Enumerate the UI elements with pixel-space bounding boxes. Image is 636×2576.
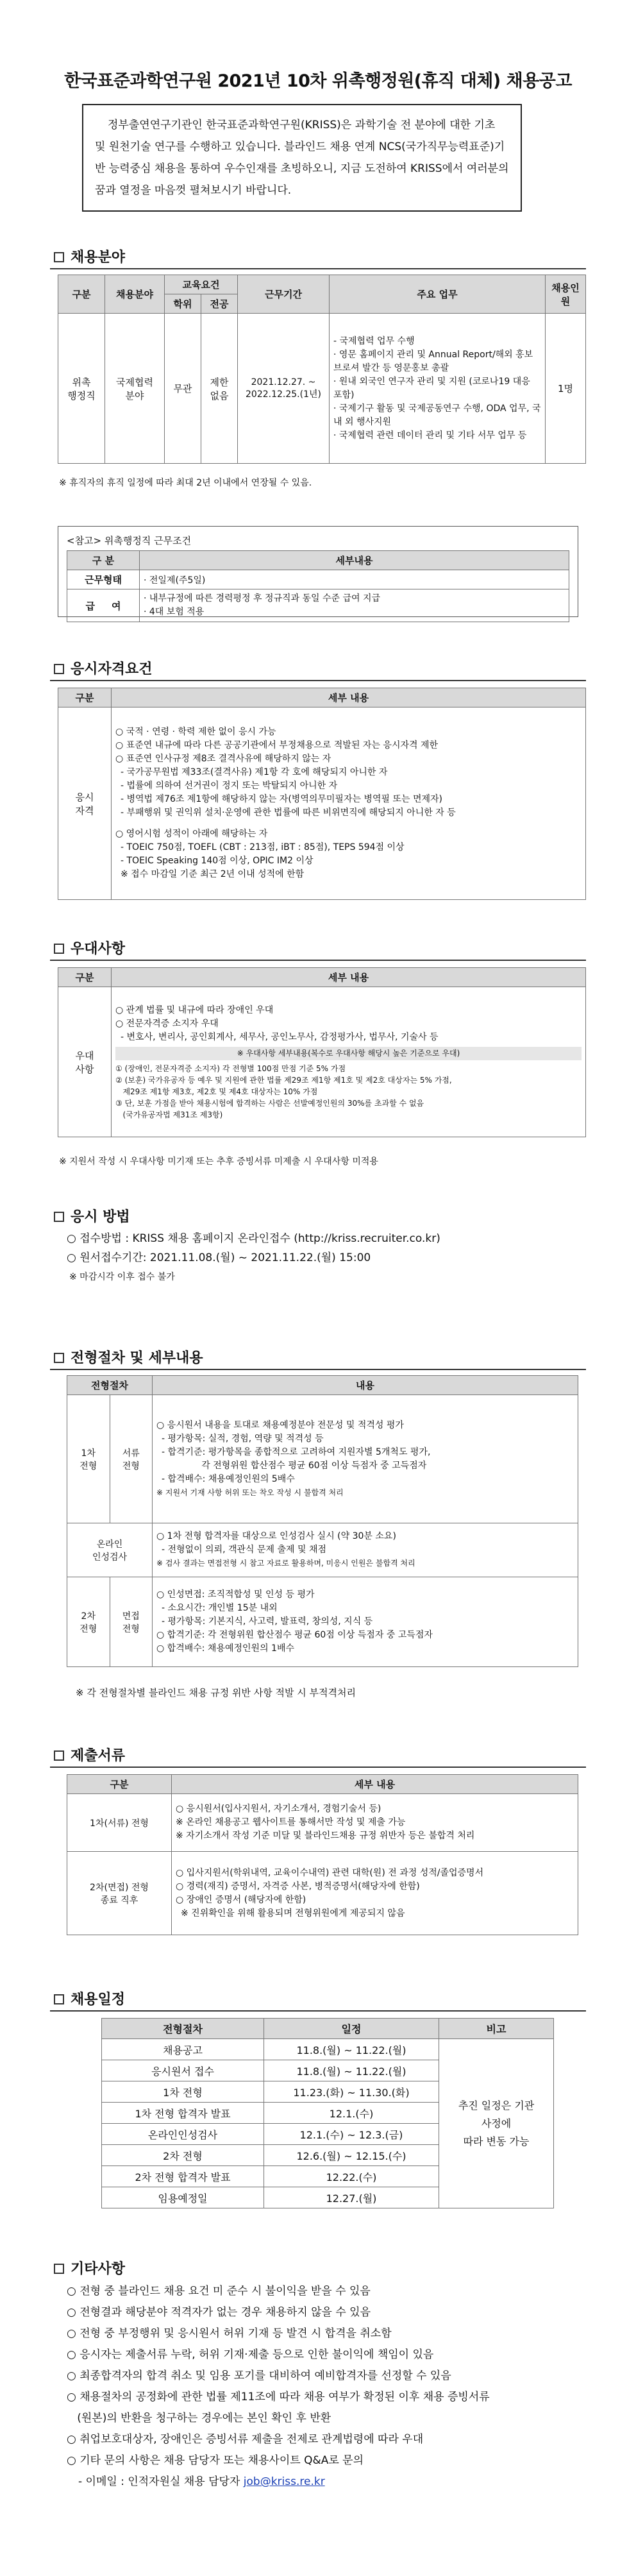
divider [50,1767,586,1768]
section-heading-qual: 응시자격요건 [54,658,153,678]
apply-lines: ○ 접수방법 : KRISS 채용 홈페이지 온라인접수 (http://kriss.recruiter.co.kr) ○ 원서접수기간: 2021.11.08.(월) ~ 2021.11.22.(월) 15:00 ※ 마감시각 이후 접수 불가 [67,1232,440,1282]
divider [50,680,586,681]
ref-table: 구 분 세부내용 근무형태 · 전일제(주5일) 급 여 · 내부규정에 따른 경력평정 후 정규직과 동일 수준 급여 지급 · 4대 보험 적용 [67,550,569,622]
divider [50,960,586,961]
divider [50,268,586,269]
pref-table: 구분 세부 내용 우대 사항 ○ 관계 법률 및 내규에 따라 장애인 우대 ○ 전문자격증 소지자 우대 - 변호사, 변리사, 공인회계사, 세무사, 공인노무사, 감정평가사, 법무사, 기술사 등 ※ 우대사항 세부내용(복수로 우대사항 해당시 높은 기준으로 우대) ① (장애인, 전문자격증 소지자) 각 전형별 100점 만점 기준 5% 가점 ② (보훈) 국가유공자 등 예우 및 지원에 관한 법률 제29조 제1항 제1호 및 제2호 대상자는 5% 가점, 제29조 제1항 제3호, 제2호 및 제4호 대상자는 10% 가점 ③ 단, 보훈 가점을 받아 채용시험에 합격하는 사람은 선발예정인원의 30%를 초과할 수 없음 (국가유공자법 제31조 제3항) [58,967,586,1137]
square-bullet-icon [54,1212,64,1222]
section-heading-process: 전형절차 및 세부내용 [54,1347,203,1367]
field-type: 위촉 행정직 [58,314,105,464]
pref-note: ※ 지원서 작성 시 우대사항 미기재 또는 추후 증빙서류 미제출 시 우대사항 미적용 [59,1157,378,1167]
contact-label: - 이메일 : 인적자원실 채용 담당자 [78,2475,240,2488]
square-bullet-icon [54,252,64,262]
qual-table: 구분 세부 내용 응시 자격 ○ 국적 · 연령 · 학력 제한 없이 응시 가능 ○ 표준연 내규에 따라 다른 공공기관에서 부정채용으로 적발된 자는 응시자격 제한 ○ 표준연 인사규정 제8조 결격사유에 해당하지 않는 자 - 국가공무원법 제33조(결격사유) 제1항 각 호에 해당되지 아니한 자 - 법률에 의하여 선거권이 정지 또는 박탈되지 아니한 자 - 병역법 제76조 제1항에 해당하지 않는 자(병역의무미필자는 병역필 또는 면제자) - 부패행위 및 권익위 설치·운영에 관한 법률에 따른 비위면직에 해당되지 아니한 자 등 ○ 영어시험 성적이 아래에 해당하는 자 - TOEIC 750점, TOEFL (CBT : 213점, iBT : 85점), TEPS 594점 이상 - TOEIC Speaking 140점 이상, OPIC IM2 이상 ※ 접수 마감일 기준 최근 2년 이내 성적에 한함 [58,688,586,900]
pref-shaded-note: ※ 우대사항 세부내용(복수로 우대사항 해당시 높은 기준으로 우대) [115,1047,582,1060]
ref-caption: <참고> 위촉행정직 근무조건 [67,535,192,547]
divider [50,1369,586,1370]
section-heading-pref: 우대사항 [54,938,125,958]
intro-box: 정부출연연구기관인 한국표준과학연구원(KRISS)은 과학기술 전 분야에 대한 기초 및 원천기술 연구를 수행하고 있습니다. 블라인드 채용 연계 NCS(국가직무능력표준)기반 능력중심 채용을 통하여 우수인재를 초빙하오니, 지금 도전하여 KRISS에서 여러분의 꿈과 열정을 마음껏 펼쳐보시기 바랍니다. [82,104,522,212]
email-link[interactable]: job@kriss.re.kr [243,2475,325,2488]
docs-table: 구분 세부 내용 1차(서류) 전형 ○ 응시원서(입사지원서, 자기소개서, 경험기술서 등) ※ 온라인 채용공고 웹사이트를 통해서만 작성 및 제출 가능 ※ 자기소개서 작성 기준 미달 및 블라인드채용 규정 위반자 등은 불합격 처리 2차(면접) 전형 종료 직후 ○ 입사지원서(학위내역, 교육이수내역) 관련 대학(원) 전 과정 성적/졸업증명서 ○ 경력(재직) 증명서, 자격증 사본, 병적증명서(해당자에 한함) ○ 장애인 증명서 (해당자에 한함) ※ 진위확인을 위해 활용되며 전형위원에게 제공되지 않음 [67,1774,578,1935]
schedule-row: 채용공고 [102,2039,264,2060]
field-duties: - 국제협력 업무 수행 · 영문 홈페이지 관리 및 Annual Report/해외 홍보브로셔 발간 등 영문홍보 총괄 · 원내 외국인 연구자 관리 및 지원 (코로나19 대응 포함) · 국제기구 활동 및 국제공동연구 수행, ODA 업무, 국내 외 행사지원 · 국제협력 관련 데이터 관리 및 기타 서무 업무 등 [330,314,546,464]
schedule-table: 전형절차 일정 비고 채용공고 11.8.(월) ~ 11.22.(월) 추진 일정은 기관 사정에 따라 변동 가능 응시원서 접수 11.8.(월) ~ 11.22.(월) 1차 전형 11.23.(화) ~ 11.30.(화) 1차 전형 합격자 발표 12.1.(수) 온라인인성검사 12.1.(수) ~ 12.3.(금) 2차 전형 12.6.(월) ~ 12.15.(수) 2차 전형 합격자 발표 12.22.(수) 임용예정일 12.27.(월) [101,2018,554,2208]
divider [50,2010,586,2012]
field-degree: 무관 [165,314,201,464]
square-bullet-icon [54,1750,64,1761]
square-bullet-icon [54,944,64,954]
section-heading-field: 채용분야 [54,246,125,266]
field-table: 구분 채용분야 교육요건 근무기간 주요 업무 채용인원 학위 전공 위촉 행정직 국제협력 분야 무관 제한 없음 2021.12.27. ~ 2022.12.25.(1년) - 국제협력 업무 수행 · 영문 홈페이지 관리 및 Annual Report/해외 홍보브로셔 발간 등 영문홍보 총괄 · 원내 외국인 연구자 관리 및 지원 (코로나19 대응 포함) · 국제기구 활동 및 국제공동연구 수행, ODA 업무, 국내 외 행사지원 · 국제협력 관련 데이터 관리 및 기타 서무 업무 등 1명 [58,275,586,464]
page-title: 한국표준과학연구원 2021년 10차 위촉행정원(휴직 대체) 채용공고 [64,71,572,91]
section-heading-schedule: 채용일정 [54,1988,125,2008]
section-heading-docs: 제출서류 [54,1745,125,1765]
square-bullet-icon [54,664,64,674]
process-table: 전형절차 내용 1차 전형 서류 전형 ○ 응시원서 내용을 토대로 채용예정분야 전문성 및 적격성 평가 - 평가항목: 실적, 경험, 역량 및 적격성 등 - 합격기준: 평가항목을 종합적으로 고려하여 지원자별 5개척도 평가, 각 전형위원 합산점수 평균 60점 이상 득점자 중 고득점자 - 합격배수: 채용예정인원의 5배수 ※ 지원서 기재 사항 허위 또는 착오 작성 시 불합격 처리 온라인 인성검사 ○ 1차 전형 합격자를 대상으로 인성검사 실시 (약 30분 소요) - 전형없이 의뢰, 객관식 문제 출제 및 채점 ※ 검사 결과는 면접전형 시 참고 자료로 활용하며, 미응시 인원은 불합격 처리 2차 전형 면접 전형 ○ 인성면접: 조직적합성 및 인성 등 평가 - 소요시간: 개인별 15분 내외 - 평가항목: 기본지식, 사고력, 발표력, 창의성, 지식 등 ○ 합격기준: 각 전형위원 합산점수 평균 60점 이상 득점자 중 고득점자 ○ 합격배수: 채용예정인원의 1배수 [67,1375,578,1667]
square-bullet-icon [54,1994,64,2004]
field-period: 2021.12.27. ~ 2022.12.25.(1년) [238,314,330,464]
schedule-remark: 추진 일정은 기관 사정에 따라 변동 가능 [439,2039,554,2208]
square-bullet-icon [54,2264,64,2274]
field-name: 국제협력 분야 [105,314,165,464]
pref-lines: ○ 관계 법률 및 내규에 따라 장애인 우대 ○ 전문자격증 소지자 우대 - 변호사, 변리사, 공인회계사, 세무사, 공인노무사, 감정평가사, 법무사, 기술사 등 ※ 우대사항 세부내용(복수로 우대사항 해당시 높은 기준으로 우대) ① (장애인, 전문자격증 소지자) 각 전형별 100점 만점 기준 5% 가점 ② (보훈) 국가유공자 등 예우 및 지원에 관한 법률 제29조 제1항 제1호 및 제2호 대상자는 5% 가점, 제29조 제1항 제3호, 제2호 및 제4호 대상자는 10% 가점 ③ 단, 보훈 가점을 받아 채용시험에 합격하는 사람은 선발예정인원의 30%를 초과할 수 없음 (국가유공자법 제31조 제3항) [112,987,586,1137]
field-major: 제한 없음 [201,314,238,464]
section-heading-etc: 기타사항 [54,2258,125,2278]
field-count: 1명 [546,314,586,464]
process-note: ※ 각 전형절차별 블라인드 채용 규정 위반 사항 적발 시 부적격처리 [76,1687,356,1699]
square-bullet-icon [54,1353,64,1363]
section-heading-apply: 응시 방법 [54,1206,130,1226]
etc-lines: ○ 전형 중 블라인드 채용 요건 미 준수 시 불이익을 받을 수 있음 ○ 전형결과 해당분야 적격자가 없는 경우 채용하지 않을 수 있음 ○ 전형 중 부정행위 및 응시원서 허위 기재 등 발견 시 합격을 취소함 ○ 응시자는 제출서류 누락, 허위 기재·제출 등으로 인한 불이익에 책임이 있음 ○ 최종합격자의 합격 취소 및 임용 포기를 대비하여 예비합격자를 선정할 수 있음 ○ 채용절차의 공정화에 관한 법률 제11조에 따라 채용 여부가 확정된 이후 채용 증빙서류 (원본)의 반환을 청구하는 경우에는 본인 확인 후 반환 ○ 취업보호대상자, 장애인은 증빙서류 제출을 전제로 관계법령에 따라 우대 ○ 기타 문의 사항은 채용 담당자 또는 채용사이트 Q&A로 문의 - 이메일 : 인적자원실 채용 담당자 job@kriss.re.kr [67,2285,490,2488]
qual-lines: ○ 국적 · 연령 · 학력 제한 없이 응시 가능 ○ 표준연 내규에 따라 다른 공공기관에서 부정채용으로 적발된 자는 응시자격 제한 ○ 표준연 인사규정 제8조 결격사유에 해당하지 않는 자 - 국가공무원법 제33조(결격사유) 제1항 각 호에 해당되지 아니한 자 - 법률에 의하여 선거권이 정지 또는 박탈되지 아니한 자 - 병역법 제76조 제1항에 해당하지 않는 자(병역의무미필자는 병역필 또는 면제자) - 부패행위 및 권익위 설치·운영에 관한 법률에 따른 비위면직에 해당되지 아니한 자 등 ○ 영어시험 성적이 아래에 해당하는 자 - TOEIC 750점, TOEFL (CBT : 213점, iBT : 85점), TEPS 594점 이상 - TOEIC Speaking 140점 이상, OPIC IM2 이상 ※ 접수 마감일 기준 최근 2년 이내 성적에 한함 [112,708,586,900]
field-note: ※ 휴직자의 휴직 일정에 따라 최대 2년 이내에서 연장될 수 있음. [59,478,312,488]
